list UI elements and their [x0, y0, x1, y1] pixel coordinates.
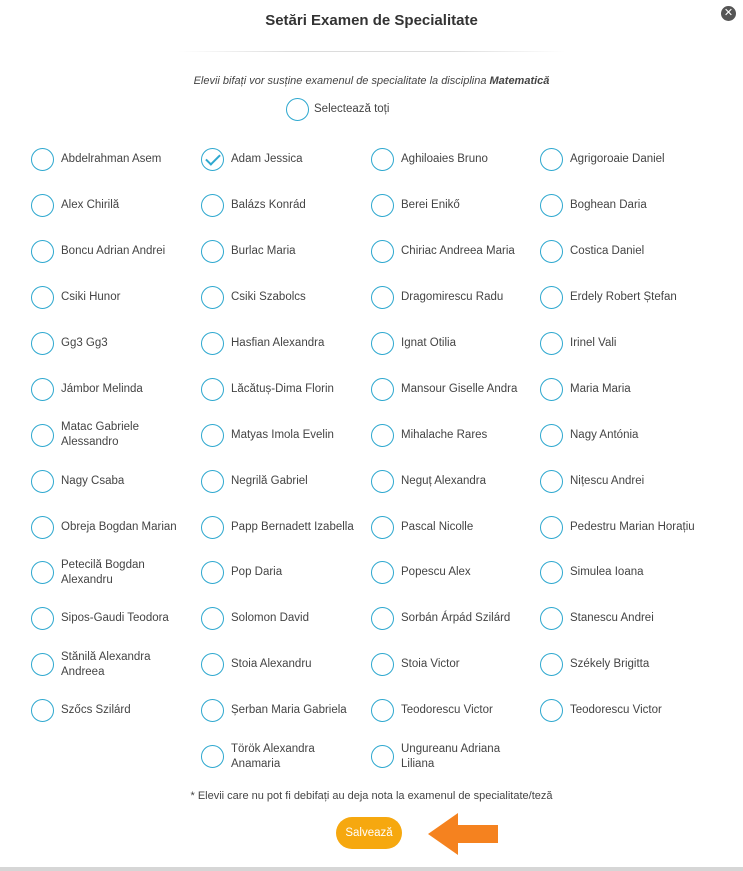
student-checkbox[interactable]: [31, 148, 54, 171]
student-item[interactable]: [540, 504, 710, 550]
student-checkbox[interactable]: [31, 332, 54, 355]
student-item[interactable]: [201, 366, 371, 412]
student-item[interactable]: [540, 642, 710, 688]
student-checkbox[interactable]: [201, 561, 224, 584]
student-name: Lăcătuș-Dima Florin: [231, 382, 334, 395]
student-item[interactable]: [31, 458, 201, 504]
select-all-checkbox[interactable]: [286, 98, 309, 121]
student-item[interactable]: [31, 596, 201, 642]
student-item[interactable]: [201, 688, 371, 734]
student-name: Matyas Imola Evelin: [231, 428, 334, 441]
student-checkbox[interactable]: [201, 745, 224, 768]
student-name: Csiki Hunor: [61, 291, 121, 304]
student-item[interactable]: [540, 596, 710, 642]
student-checkbox[interactable]: [371, 607, 394, 630]
select-all-toggle[interactable]: [286, 97, 389, 121]
student-item[interactable]: [540, 229, 710, 275]
student-item[interactable]: [201, 412, 371, 458]
student-name: Ungureanu Adriana Liliana: [401, 742, 501, 770]
student-name: Székely Brigitta: [570, 658, 650, 671]
footnote: * Elevii care nu pot fi debifați au deja nota la examenul de specialitate/teză: [190, 790, 553, 802]
select-all-label: Selectează toți: [314, 103, 390, 115]
close-icon[interactable]: ✕: [721, 6, 736, 21]
student-checkbox[interactable]: [201, 240, 224, 263]
student-item[interactable]: [201, 137, 371, 183]
student-name: Neguț Alexandra: [401, 474, 487, 487]
student-item[interactable]: [31, 229, 201, 275]
title-divider: [178, 51, 566, 52]
student-name: Balázs Konrád: [231, 199, 306, 212]
student-name: Ignat Otilia: [401, 337, 456, 349]
student-item[interactable]: [540, 275, 710, 321]
student-checkbox[interactable]: [201, 424, 224, 447]
student-name: Nițescu Andrei: [570, 474, 645, 487]
student-checkbox[interactable]: [371, 240, 394, 263]
student-checkbox[interactable]: [540, 194, 563, 217]
student-name: Aghiloaies Bruno: [401, 153, 488, 166]
student-name: Maria Maria: [570, 382, 631, 395]
student-name: Stoia Alexandru: [231, 658, 312, 671]
student-item[interactable]: [31, 688, 201, 734]
student-checkbox[interactable]: [540, 607, 563, 630]
student-checkbox[interactable]: [371, 745, 394, 768]
student-checkbox[interactable]: [540, 561, 563, 584]
student-name: Hasfian Alexandra: [231, 337, 325, 349]
student-checkbox[interactable]: [31, 240, 54, 263]
student-checkbox[interactable]: [31, 653, 54, 676]
student-item[interactable]: [371, 458, 540, 504]
student-name: Sorbán Árpád Szilárd: [401, 612, 511, 625]
student-name: Simulea Ioana: [570, 566, 644, 579]
student-checkbox[interactable]: [540, 332, 563, 355]
student-checkbox[interactable]: [371, 332, 394, 355]
student-checkbox[interactable]: [371, 653, 394, 676]
student-item[interactable]: [31, 642, 201, 688]
empty-grid-cell: [31, 734, 201, 780]
student-checkbox[interactable]: [31, 470, 54, 493]
student-item[interactable]: [31, 321, 201, 367]
student-checkbox[interactable]: [31, 286, 54, 309]
student-item[interactable]: [540, 688, 710, 734]
student-name: Chiriac Andreea Maria: [401, 245, 515, 258]
student-name: Pop Daria: [231, 566, 283, 579]
student-checkbox[interactable]: [31, 194, 54, 217]
student-name: Teodorescu Victor: [401, 704, 493, 717]
modal-title: Setări Examen de Specialitate: [265, 12, 478, 29]
student-item[interactable]: [371, 366, 540, 412]
student-checkbox[interactable]: [201, 378, 224, 401]
student-item[interactable]: [31, 412, 201, 458]
student-item[interactable]: [371, 137, 540, 183]
student-item[interactable]: [540, 137, 710, 183]
student-checkbox[interactable]: [201, 470, 224, 493]
student-checkbox[interactable]: [31, 378, 54, 401]
student-checkbox[interactable]: [371, 561, 394, 584]
student-item[interactable]: [540, 458, 710, 504]
student-item[interactable]: [201, 321, 371, 367]
student-name: Alex Chirilă: [61, 199, 120, 212]
student-checkbox[interactable]: [540, 470, 563, 493]
student-item[interactable]: [31, 366, 201, 412]
student-name: Negrilă Gabriel: [231, 474, 308, 487]
student-checkbox[interactable]: [540, 286, 563, 309]
student-item[interactable]: [201, 642, 371, 688]
student-name: Boncu Adrian Andrei: [61, 245, 166, 258]
student-item[interactable]: [201, 183, 371, 229]
student-checkbox[interactable]: [201, 194, 224, 217]
student-name: Erdely Robert Ștefan: [570, 291, 677, 304]
student-item[interactable]: [371, 504, 540, 550]
student-name: Dragomirescu Radu: [401, 291, 504, 304]
student-item[interactable]: [201, 596, 371, 642]
student-name: Costica Daniel: [570, 245, 645, 258]
student-checkbox[interactable]: [371, 470, 394, 493]
student-checkbox[interactable]: [540, 148, 563, 171]
student-name: Mansour Giselle Andra: [401, 382, 518, 395]
student-name: Burlac Maria: [231, 245, 296, 258]
student-grid: [31, 137, 731, 779]
student-item[interactable]: [371, 229, 540, 275]
save-button[interactable]: Salvează: [336, 817, 402, 849]
student-item[interactable]: [201, 229, 371, 275]
student-checkbox[interactable]: [371, 424, 394, 447]
student-item[interactable]: [371, 412, 540, 458]
student-item[interactable]: [371, 596, 540, 642]
student-item[interactable]: [201, 734, 371, 780]
student-checkbox[interactable]: [31, 561, 54, 584]
student-name: Török Alexandra Anamaria: [231, 742, 315, 770]
student-name: Petecilă Bogdan Alexandru: [61, 558, 145, 586]
student-name: Nagy Csaba: [61, 474, 125, 487]
student-name: Csiki Szabolcs: [231, 291, 306, 304]
student-checkbox[interactable]: [371, 516, 394, 539]
student-name: Gg3 Gg3: [61, 337, 108, 349]
student-item[interactable]: [201, 458, 371, 504]
student-checkbox[interactable]: [31, 699, 54, 722]
student-name: Papp Bernadett Izabella: [231, 520, 354, 533]
student-item[interactable]: [371, 550, 540, 596]
student-checkbox[interactable]: [540, 653, 563, 676]
student-name: Irinel Vali: [570, 337, 617, 349]
arrow-left-icon: [428, 812, 500, 856]
student-name: Pascal Nicolle: [401, 520, 474, 533]
student-item[interactable]: [201, 550, 371, 596]
student-item[interactable]: [31, 183, 201, 229]
student-checkbox[interactable]: [31, 607, 54, 630]
student-checkbox[interactable]: [540, 240, 563, 263]
student-checkbox[interactable]: [540, 424, 563, 447]
student-name: Obreja Bogdan Marian: [61, 520, 177, 533]
student-checkbox[interactable]: [540, 516, 563, 539]
student-name: Sipos-Gaudi Teodora: [61, 612, 169, 625]
student-name: Solomon David: [231, 612, 309, 625]
student-item[interactable]: [371, 734, 540, 780]
student-item[interactable]: [31, 137, 201, 183]
student-checkbox[interactable]: [371, 148, 394, 171]
student-name: Szőcs Szilárd: [61, 704, 131, 717]
student-checkbox[interactable]: [201, 653, 224, 676]
student-item[interactable]: [540, 321, 710, 367]
student-item[interactable]: [31, 550, 201, 596]
student-checkbox[interactable]: [201, 699, 224, 722]
student-name: Matac Gabriele Alessandro: [61, 421, 139, 449]
student-checkbox[interactable]: [371, 286, 394, 309]
student-checkbox[interactable]: [371, 194, 394, 217]
student-item[interactable]: [371, 321, 540, 367]
student-name: Popescu Alex: [401, 566, 471, 579]
student-item[interactable]: [31, 275, 201, 321]
student-name: Agrigoroaie Daniel: [570, 153, 665, 166]
instructions-text: [0, 75, 743, 87]
student-item[interactable]: [201, 504, 371, 550]
student-checkbox[interactable]: [31, 516, 54, 539]
student-name: Jámbor Melinda: [61, 382, 143, 395]
student-name: Șerban Maria Gabriela: [231, 704, 347, 717]
student-checkbox[interactable]: [201, 332, 224, 355]
student-name: Pedestru Marian Horațiu: [570, 520, 695, 533]
student-item[interactable]: [540, 550, 710, 596]
student-name: Adam Jessica: [231, 153, 303, 166]
student-item[interactable]: [31, 504, 201, 550]
student-name: Nagy Antónia: [570, 428, 639, 441]
bottom-border: [0, 867, 743, 871]
student-name: Stanescu Andrei: [570, 612, 654, 625]
student-name: Berei Enikő: [401, 199, 460, 212]
student-item[interactable]: [540, 412, 710, 458]
student-checkbox[interactable]: [201, 286, 224, 309]
instructions-prefix: Elevii bifați vor susține examenul de specialitate la disciplina: [193, 75, 490, 87]
student-item[interactable]: [371, 183, 540, 229]
student-item[interactable]: [371, 642, 540, 688]
student-item[interactable]: [371, 688, 540, 734]
student-checkbox[interactable]: [201, 148, 224, 171]
student-item[interactable]: [371, 275, 540, 321]
student-checkbox[interactable]: [31, 424, 54, 447]
student-checkbox[interactable]: [201, 516, 224, 539]
student-name: Stoia Victor: [401, 658, 460, 671]
student-checkbox[interactable]: [201, 607, 224, 630]
student-checkbox[interactable]: [540, 378, 563, 401]
student-name: Boghean Daria: [570, 199, 647, 212]
student-checkbox[interactable]: [371, 699, 394, 722]
student-name: Abdelrahman Asem: [61, 153, 162, 166]
student-checkbox[interactable]: [371, 378, 394, 401]
subject-name: Matematică: [489, 75, 550, 87]
student-item[interactable]: [201, 275, 371, 321]
student-checkbox[interactable]: [540, 699, 563, 722]
student-name: Stănilă Alexandra Andreea: [61, 650, 151, 678]
student-name: Teodorescu Victor: [570, 704, 662, 717]
student-name: Mihalache Rares: [401, 428, 488, 441]
student-item[interactable]: [540, 183, 710, 229]
student-item[interactable]: [540, 366, 710, 412]
